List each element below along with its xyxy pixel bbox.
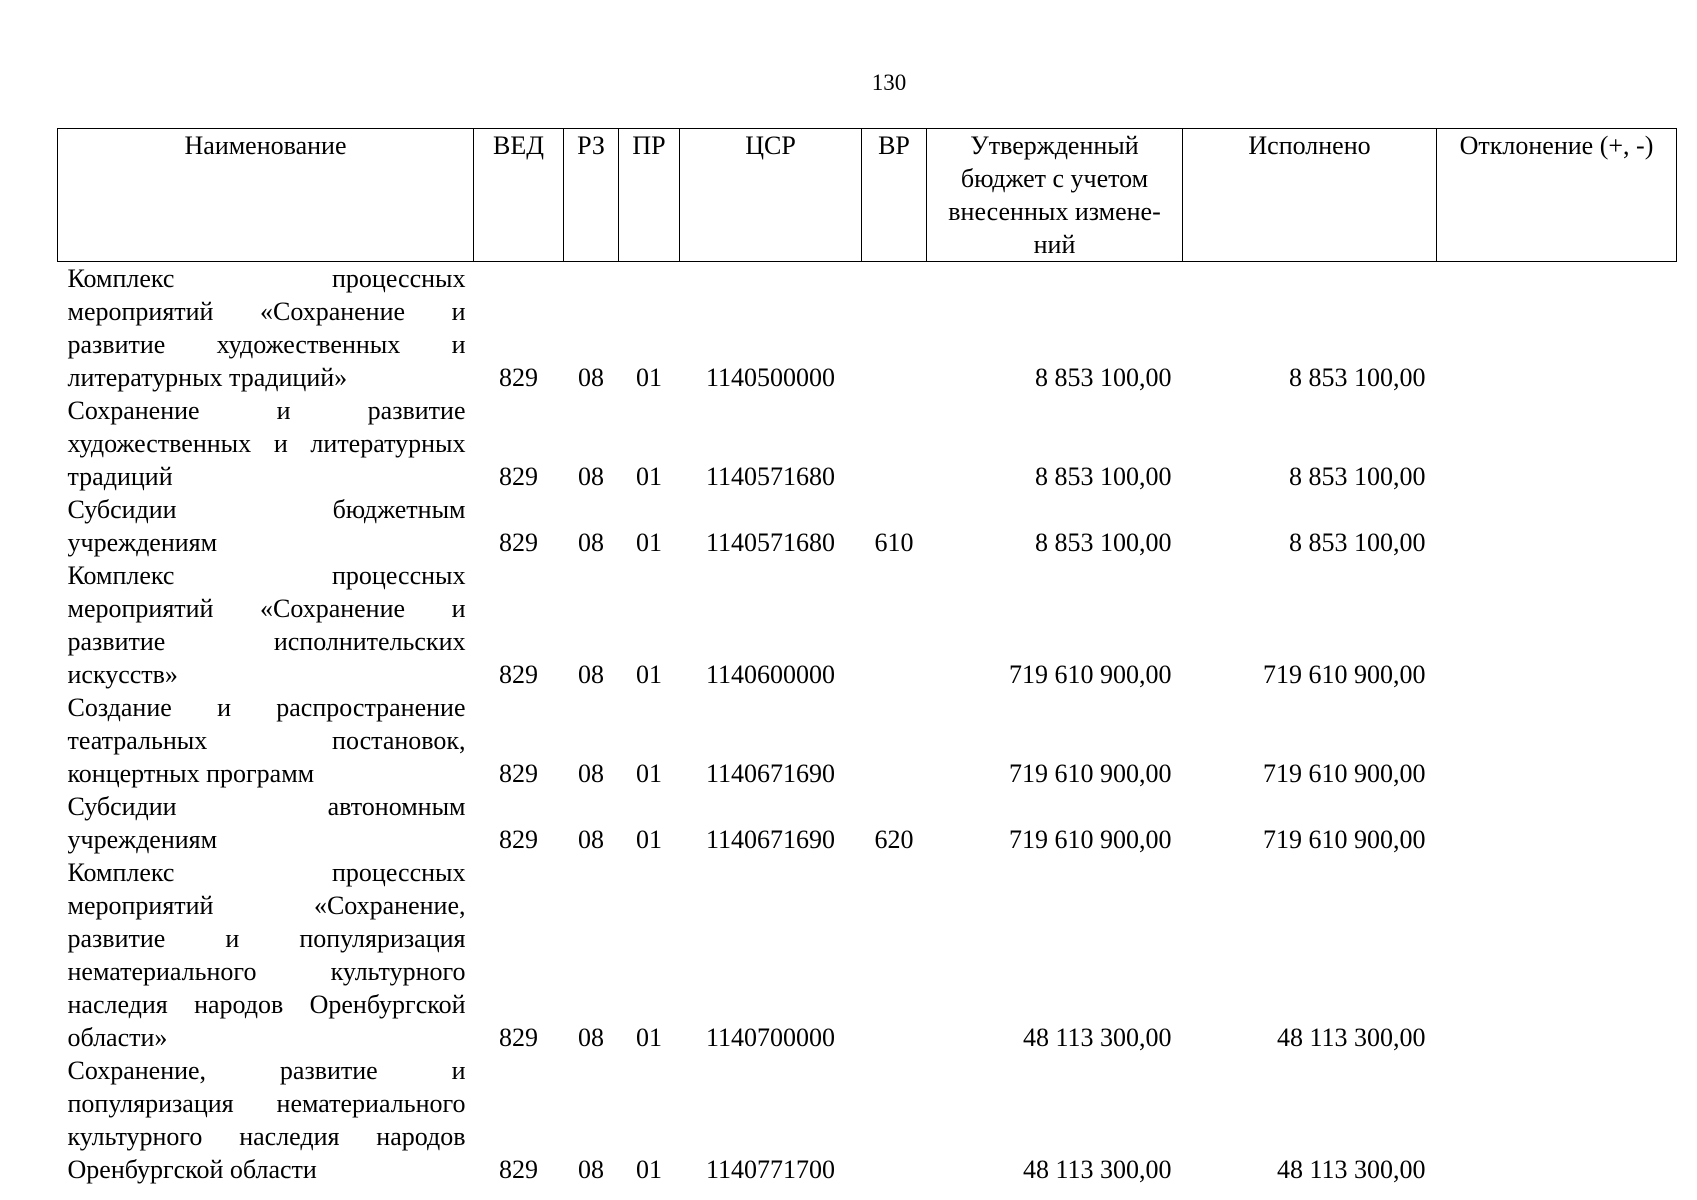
row-deviation bbox=[1437, 790, 1677, 856]
table-body bbox=[58, 262, 1677, 1187]
row-deviation bbox=[1437, 559, 1677, 691]
row-executed: 48 113 300,00 bbox=[1276, 1023, 1426, 1052]
row-vr: 620 bbox=[874, 825, 914, 854]
row-ved: 829 bbox=[499, 825, 538, 854]
header-vr: ВР bbox=[862, 129, 927, 262]
row-pr: 01 bbox=[636, 1023, 662, 1052]
row-ved: 829 bbox=[499, 660, 538, 689]
header-csr: ЦСР bbox=[680, 129, 862, 262]
row-approved: 48 113 300,00 bbox=[1022, 1023, 1172, 1052]
table-row bbox=[58, 262, 1677, 395]
row-ved: 829 bbox=[499, 1155, 538, 1184]
row-ved: 829 bbox=[499, 462, 538, 491]
row-executed: 719 610 900,00 bbox=[1263, 759, 1426, 788]
table-row bbox=[58, 1054, 1677, 1186]
row-rz: 08 bbox=[578, 759, 604, 788]
row-executed: 8 853 100,00 bbox=[1289, 462, 1426, 491]
header-pr: ПР bbox=[619, 129, 680, 262]
row-name: Комплекс процессных мероприятий «Сохранение и развитие исполнительских искусств» bbox=[67, 561, 466, 689]
row-pr: 01 bbox=[636, 825, 662, 854]
row-ved: 829 bbox=[499, 1023, 538, 1052]
row-rz: 08 bbox=[578, 363, 604, 392]
row-approved: 8 853 100,00 bbox=[1035, 363, 1172, 392]
header-approved: Утвержденный бюджет с учетом внесенных измене-ний bbox=[927, 129, 1183, 262]
row-ved: 829 bbox=[499, 363, 538, 392]
row-vr bbox=[862, 262, 927, 395]
row-rz: 08 bbox=[578, 462, 604, 491]
row-deviation bbox=[1437, 1054, 1677, 1186]
table-row bbox=[58, 790, 1677, 856]
row-deviation bbox=[1437, 493, 1677, 559]
row-deviation bbox=[1437, 856, 1677, 1054]
row-approved: 48 113 300,00 bbox=[1022, 1155, 1172, 1184]
row-csr: 1140771700 bbox=[705, 1155, 836, 1184]
table-row bbox=[58, 691, 1677, 790]
row-vr bbox=[862, 856, 927, 1054]
row-csr: 1140600000 bbox=[705, 660, 836, 689]
table-header bbox=[58, 129, 1677, 262]
row-deviation bbox=[1437, 691, 1677, 790]
row-approved: 8 853 100,00 bbox=[1035, 528, 1172, 557]
row-rz: 08 bbox=[578, 825, 604, 854]
row-pr: 01 bbox=[636, 363, 662, 392]
row-csr: 1140571680 bbox=[705, 462, 836, 491]
row-pr: 01 bbox=[636, 462, 662, 491]
row-csr: 1140700000 bbox=[705, 1023, 836, 1052]
row-csr: 1140500000 bbox=[705, 363, 836, 392]
row-executed: 719 610 900,00 bbox=[1263, 660, 1426, 689]
header-name: Наименование bbox=[58, 129, 474, 262]
row-deviation bbox=[1437, 394, 1677, 493]
row-csr: 1140571680 bbox=[705, 528, 836, 557]
row-deviation bbox=[1437, 262, 1677, 395]
row-executed: 8 853 100,00 bbox=[1289, 363, 1426, 392]
row-ved: 829 bbox=[499, 759, 538, 788]
budget-table bbox=[57, 128, 1677, 1186]
row-pr: 01 bbox=[636, 528, 662, 557]
row-vr bbox=[862, 1054, 927, 1186]
table-row bbox=[58, 856, 1677, 1054]
table-row bbox=[58, 559, 1677, 691]
row-approved: 8 853 100,00 bbox=[1035, 462, 1172, 491]
row-vr bbox=[862, 394, 927, 493]
row-pr: 01 bbox=[636, 1155, 662, 1184]
table-row bbox=[58, 394, 1677, 493]
row-pr: 01 bbox=[636, 660, 662, 689]
row-executed: 8 853 100,00 bbox=[1289, 528, 1426, 557]
header-rz: РЗ bbox=[564, 129, 619, 262]
row-vr bbox=[862, 691, 927, 790]
row-name: Комплекс процессных мероприятий «Сохранение и развитие художественных и литературных традиций» bbox=[67, 264, 466, 392]
header-executed: Исполнено bbox=[1183, 129, 1437, 262]
row-rz: 08 bbox=[578, 1155, 604, 1184]
row-rz: 08 bbox=[578, 1023, 604, 1052]
row-csr: 1140671690 bbox=[705, 825, 836, 854]
row-csr: 1140671690 bbox=[705, 759, 836, 788]
row-approved: 719 610 900,00 bbox=[1009, 825, 1172, 854]
row-rz: 08 bbox=[578, 660, 604, 689]
page-number: 130 bbox=[871, 70, 907, 95]
row-executed: 48 113 300,00 bbox=[1276, 1155, 1426, 1184]
row-approved: 719 610 900,00 bbox=[1009, 759, 1172, 788]
row-name: Сохранение, развитие и популяризация нематериального культурного наследия народов Оренбургской области bbox=[67, 1056, 466, 1184]
row-vr bbox=[862, 559, 927, 691]
row-executed: 719 610 900,00 bbox=[1263, 825, 1426, 854]
row-approved: 719 610 900,00 bbox=[1009, 660, 1172, 689]
row-name: Субсидии автономным учреждениям bbox=[67, 792, 466, 854]
row-name: Субсидии бюджетным учреждениям bbox=[67, 495, 466, 557]
header-deviation: Отклонение (+, -) bbox=[1437, 129, 1677, 262]
row-pr: 01 bbox=[636, 759, 662, 788]
row-rz: 08 bbox=[578, 528, 604, 557]
row-name: Создание и распространение театральных постановок, концертных программ bbox=[67, 693, 466, 788]
row-name: Сохранение и развитие художественных и литературных традиций bbox=[67, 396, 466, 491]
row-ved: 829 bbox=[499, 528, 538, 557]
row-vr: 610 bbox=[874, 528, 914, 557]
row-name: Комплекс процессных мероприятий «Сохранение, развитие и популяризация нематериального культурного наследия народов Оренбургской области» bbox=[67, 858, 466, 1052]
table-row bbox=[58, 493, 1677, 559]
header-ved: ВЕД bbox=[474, 129, 564, 262]
